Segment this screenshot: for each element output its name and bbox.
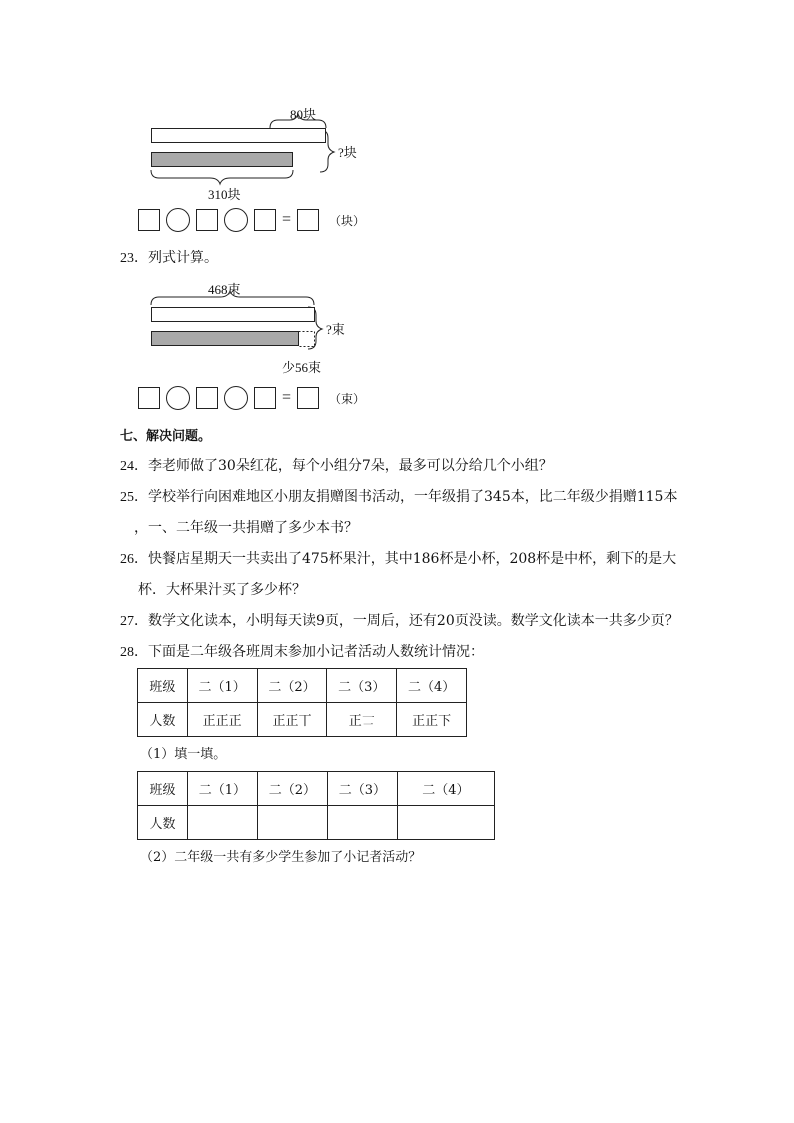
tally-cell: 正正丅 bbox=[257, 703, 327, 737]
question-text: 数学文化读本，小明每天读9页，一周后，还有20页没读。数学文化读本一共多少页？ bbox=[148, 613, 679, 629]
equation-2 bbox=[138, 386, 365, 410]
answer-box[interactable] bbox=[196, 387, 218, 409]
diagram1-white-bar bbox=[151, 128, 326, 143]
question-23 bbox=[120, 248, 218, 269]
tally-cell: 正正正 bbox=[187, 703, 257, 737]
answer-cell[interactable] bbox=[397, 806, 494, 840]
tally-cell: 正正下 bbox=[397, 703, 467, 737]
answer-cell[interactable] bbox=[257, 806, 327, 840]
table-row bbox=[138, 669, 467, 703]
diagram2-right-label: ?束 bbox=[326, 322, 345, 337]
question-number: 27． bbox=[120, 614, 148, 629]
answer-box[interactable] bbox=[254, 387, 276, 409]
question-text-line2: 杯．大杯果汁买了多少杯？ bbox=[138, 582, 306, 598]
diagram1-gray-bar bbox=[151, 152, 293, 167]
question-28 bbox=[120, 642, 484, 663]
question-26 bbox=[120, 549, 676, 570]
diagram2-bottom-label: 少56束 bbox=[282, 360, 322, 375]
question-text-line2: ，一、二年级一共捐赠了多少本书？ bbox=[134, 520, 358, 536]
table-cell: 人数 bbox=[138, 806, 188, 840]
operator-circle[interactable] bbox=[166, 386, 190, 410]
answer-cell[interactable] bbox=[327, 806, 397, 840]
diagram-bundles bbox=[140, 275, 380, 375]
operator-circle[interactable] bbox=[224, 208, 248, 232]
diagram1-right-label: ?块 bbox=[338, 145, 357, 160]
unit-label: （束） bbox=[329, 391, 366, 406]
table-cell: 二（1） bbox=[187, 772, 257, 806]
question-text: 李老师做了30朵红花，每个小组分7朵，最多可以分给几个小组？ bbox=[148, 458, 553, 474]
table-cell: 二（4） bbox=[397, 772, 494, 806]
subquestion-2 bbox=[140, 848, 421, 868]
table-cell: 二（3） bbox=[327, 772, 397, 806]
diagram2-top-label: 468束 bbox=[208, 282, 241, 297]
operator-circle[interactable] bbox=[166, 208, 190, 232]
tally-table bbox=[137, 668, 467, 737]
diagram2-gray-bar bbox=[151, 331, 299, 346]
question-number: 26． bbox=[120, 552, 148, 567]
table-cell: 二（1） bbox=[187, 669, 257, 703]
subquestion-text: （2）二年级一共有多少学生参加了小记者活动？ bbox=[140, 850, 422, 865]
question-24 bbox=[120, 456, 553, 477]
diagram2-white-bar bbox=[151, 307, 315, 322]
question-number: 24． bbox=[120, 459, 148, 474]
subquestion-text: （1）填一填。 bbox=[140, 747, 227, 762]
answer-box[interactable] bbox=[254, 209, 276, 231]
answer-box[interactable] bbox=[138, 209, 160, 231]
question-text-line1: 快餐店星期天一共卖出了475杯果汁，其中186杯是小杯，208杯是中杯，剩下的是大 bbox=[148, 551, 677, 567]
section-heading: 七、解决问题。 bbox=[120, 428, 212, 443]
tally-cell: 正𠄟 bbox=[327, 703, 397, 737]
equals-sign: = bbox=[282, 211, 292, 228]
table-cell: 二（4） bbox=[397, 669, 467, 703]
result-box[interactable] bbox=[297, 387, 319, 409]
question-number: 25． bbox=[120, 490, 148, 505]
answer-cell[interactable] bbox=[187, 806, 257, 840]
table-cell: 二（2） bbox=[257, 669, 327, 703]
answer-box[interactable] bbox=[196, 209, 218, 231]
question-27 bbox=[120, 611, 679, 632]
question-text: 列式计算。 bbox=[148, 250, 218, 266]
diagram1-top-label: 80块 bbox=[290, 107, 317, 122]
diagram1-bottom-label: 310块 bbox=[208, 187, 241, 202]
result-box[interactable] bbox=[297, 209, 319, 231]
question-25 bbox=[120, 487, 677, 508]
question-text: 下面是二年级各班周末参加小记者活动人数统计情况： bbox=[148, 644, 484, 660]
answer-box[interactable] bbox=[138, 387, 160, 409]
equals-sign: = bbox=[282, 389, 292, 406]
table-cell: 二（3） bbox=[327, 669, 397, 703]
table-row bbox=[138, 806, 495, 840]
question-number: 28． bbox=[120, 645, 148, 660]
table-cell: 二（2） bbox=[257, 772, 327, 806]
question-26-cont bbox=[138, 580, 306, 600]
equation-1 bbox=[138, 208, 365, 232]
question-number: 23． bbox=[120, 251, 148, 266]
operator-circle[interactable] bbox=[224, 386, 248, 410]
fill-table bbox=[137, 771, 495, 840]
diagram-blocks bbox=[140, 100, 380, 200]
table-row bbox=[138, 772, 495, 806]
subquestion-1 bbox=[140, 745, 226, 765]
table-cell: 人数 bbox=[138, 703, 188, 737]
table-row bbox=[138, 703, 467, 737]
unit-label: （块） bbox=[329, 213, 366, 228]
table-cell: 班级 bbox=[138, 772, 188, 806]
question-text-line1: 学校举行向困难地区小朋友捐赠图书活动，一年级捐了345本，比二年级少捐赠115本 bbox=[148, 489, 678, 505]
question-25-cont bbox=[134, 518, 358, 538]
table-cell: 班级 bbox=[138, 669, 188, 703]
